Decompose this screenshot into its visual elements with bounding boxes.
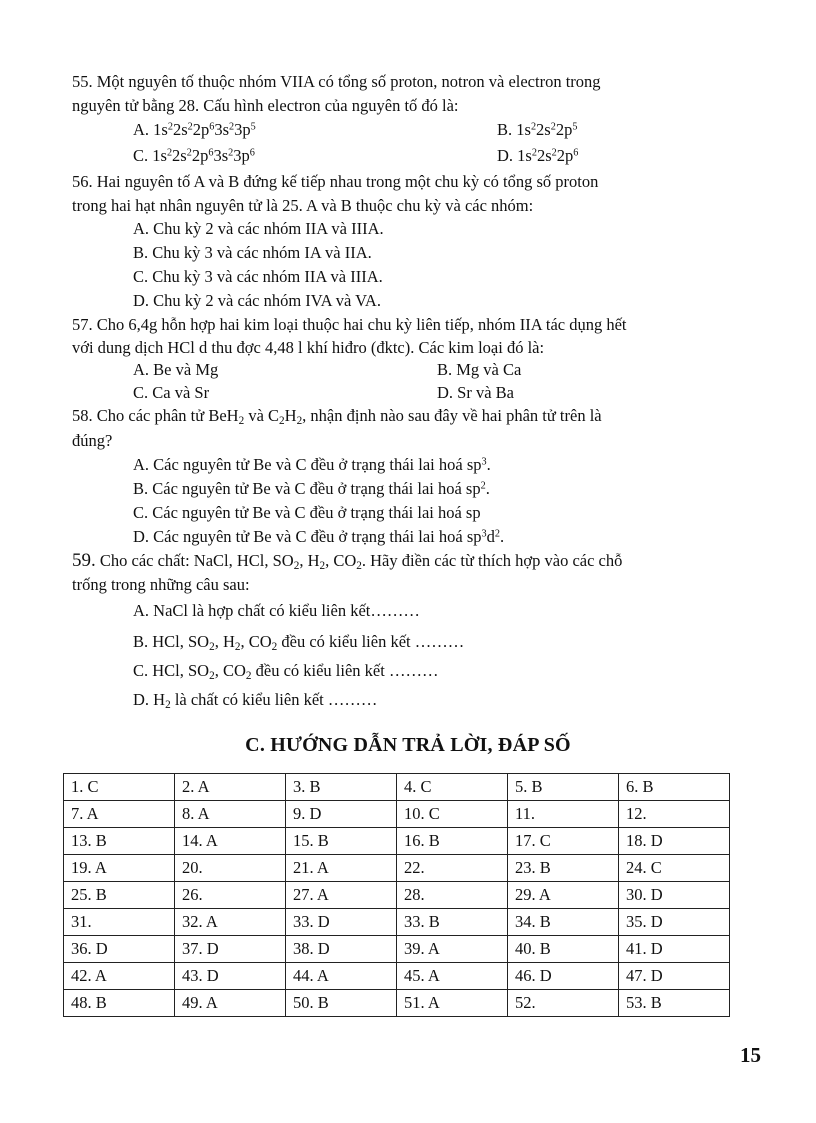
answer-cell: 39. A — [397, 936, 508, 963]
answer-cell: 14. A — [175, 828, 286, 855]
answer-cell: 41. D — [619, 936, 730, 963]
q55-option-a: A. $1s^22s^22p^63s^23p^5$ — [133, 120, 256, 139]
answer-cell: 15. B — [286, 828, 397, 855]
answer-cell: 12. — [619, 801, 730, 828]
answer-cell: 5. B — [508, 774, 619, 801]
answer-cell: 52. — [508, 990, 619, 1017]
answer-cell: 7. A — [64, 801, 175, 828]
answer-cell: 11. — [508, 801, 619, 828]
answer-cell: 4. C — [397, 774, 508, 801]
answer-cell: 37. D — [175, 936, 286, 963]
answer-cell: 23. B — [508, 855, 619, 882]
answer-cell: 16. B — [397, 828, 508, 855]
answer-cell: 51. A — [397, 990, 508, 1017]
answer-cell: 40. B — [508, 936, 619, 963]
q55-line2: nguyên tử bằng 28. Cấu hình electron của nguyên tố đó là: — [72, 96, 459, 115]
q58-option-b: B. Các nguyên tử Be và C đều ở trạng thái lai hoá $sp^2$. — [133, 479, 490, 498]
answer-cell: 18. D — [619, 828, 730, 855]
answer-cell: 27. A — [286, 882, 397, 909]
answer-cell: 31. — [64, 909, 175, 936]
answer-cell: 32. A — [175, 909, 286, 936]
table-row — [64, 882, 730, 909]
answer-cell: 33. B — [397, 909, 508, 936]
table-row — [64, 855, 730, 882]
q59-item-b: B. HCl, $SO_2$, $H_2$, $CO_2$ đều có kiểu liên kết ……… — [133, 632, 465, 653]
q55-line1: 55. Một nguyên tố thuộc nhóm VIIA có tổng số proton, notron và electron trong — [72, 72, 601, 91]
q55-option-c: C. $1s^22s^22p^63s^23p^6$ — [133, 146, 255, 165]
answer-cell: 24. C — [619, 855, 730, 882]
q57-option-d: D. Sr và Ba — [437, 383, 514, 402]
q59-item-d: D. $H_2$ là chất có kiểu liên kết ……… — [133, 690, 378, 711]
table-row — [64, 828, 730, 855]
q56-line2: trong hai hạt nhân nguyên tử là 25. A và B thuộc chu kỳ và các nhóm: — [72, 196, 534, 215]
answer-cell: 42. A — [64, 963, 175, 990]
answer-cell: 53. B — [619, 990, 730, 1017]
q59-line2: trống trong những câu sau: — [72, 575, 250, 594]
q57-option-a: A. Be và Mg — [133, 360, 219, 379]
q56-option-a: A. Chu kỳ 2 và các nhóm IIA và IIIA. — [133, 219, 384, 238]
answer-cell: 1. C — [64, 774, 175, 801]
q56-option-b: B. Chu kỳ 3 và các nhóm IA và IIA. — [133, 243, 372, 262]
q57-option-c: C. Ca và Sr — [133, 383, 210, 402]
table-row — [64, 936, 730, 963]
answer-cell: 3. B — [286, 774, 397, 801]
table-row — [64, 990, 730, 1017]
answer-cell: 21. A — [286, 855, 397, 882]
answer-cell: 22. — [397, 855, 508, 882]
q56-line1: 56. Hai nguyên tố A và B đứng kế tiếp nhau trong một chu kỳ có tổng số proton — [72, 172, 599, 191]
section-title: C. HƯỚNG DẪN TRẢ LỜI, ĐÁP SỐ — [245, 734, 571, 756]
answer-cell: 33. D — [286, 909, 397, 936]
answer-cell: 48. B — [64, 990, 175, 1017]
answer-cell: 34. B — [508, 909, 619, 936]
q59-item-c: C. HCl, $SO_2$, $CO_2$ đều có kiểu liên kết ……… — [133, 661, 439, 682]
answer-cell: 38. D — [286, 936, 397, 963]
answer-cell: 13. B — [64, 828, 175, 855]
q55-option-b: B. $1s^22s^22p^5$ — [497, 120, 578, 139]
answer-cell: 17. C — [508, 828, 619, 855]
table-row — [64, 963, 730, 990]
q58-option-c: C. Các nguyên tử Be và C đều ở trạng thái lai hoá sp — [133, 503, 481, 522]
answer-cell: 28. — [397, 882, 508, 909]
table-row — [64, 774, 730, 801]
q58-option-d: D. Các nguyên tử Be và C đều ở trạng thái lai hoá $sp^3d^2$. — [133, 527, 505, 546]
q59-item-a: A. NaCl là hợp chất có kiểu liên kết……… — [133, 601, 420, 620]
answer-cell: 46. D — [508, 963, 619, 990]
answer-cell: 35. D — [619, 909, 730, 936]
q59-line1: 59. Cho các chất: NaCl, HCl, $SO_2$, $H_2$, $CO_2$. Hãy điền các từ thích hợp vào các chỗ — [72, 550, 623, 572]
answer-cell: 47. D — [619, 963, 730, 990]
page-number: 15 — [740, 1043, 761, 1067]
q55-option-d: D. $1s^22s^22p^6$ — [497, 146, 579, 165]
q57-option-b: B. Mg và Ca — [437, 360, 522, 379]
answer-cell: 2. A — [175, 774, 286, 801]
answer-cell: 20. — [175, 855, 286, 882]
answer-cell: 49. A — [175, 990, 286, 1017]
q57-line1: 57. Cho 6,4g hỗn hợp hai kim loại thuộc hai chu kỳ liên tiếp, nhóm IIA tác dụng hết — [72, 315, 627, 334]
answer-cell: 36. D — [64, 936, 175, 963]
answer-cell: 26. — [175, 882, 286, 909]
answer-cell: 45. A — [397, 963, 508, 990]
q56-option-c: C. Chu kỳ 3 và các nhóm IIA và IIIA. — [133, 267, 383, 286]
answer-cell: 44. A — [286, 963, 397, 990]
answer-cell: 8. A — [175, 801, 286, 828]
answer-cell: 6. B — [619, 774, 730, 801]
answer-cell: 9. D — [286, 801, 397, 828]
q56-option-d: D. Chu kỳ 2 và các nhóm IVA và VA. — [133, 291, 381, 310]
q57-line2: với dung dịch HCl d thu đợc 4,48 l khí hiđro (đktc). Các kim loại đó là: — [72, 338, 545, 357]
answer-table — [63, 773, 730, 1017]
answer-cell: 43. D — [175, 963, 286, 990]
answer-cell: 25. B — [64, 882, 175, 909]
answer-cell: 50. B — [286, 990, 397, 1017]
answer-cell: 29. A — [508, 882, 619, 909]
q58-option-a: A. Các nguyên tử Be và C đều ở trạng thái lai hoá $sp^3$. — [133, 455, 491, 474]
q58-line2: đúng? — [72, 431, 113, 450]
table-row — [64, 801, 730, 828]
answer-cell: 10. C — [397, 801, 508, 828]
answer-cell: 30. D — [619, 882, 730, 909]
table-row — [64, 909, 730, 936]
q58-line1: 58. Cho các phân tử BeH$_2$ và $C_2H_2$, nhận định nào sau đây về hai phân tử trên là — [72, 406, 602, 427]
answer-cell: 19. A — [64, 855, 175, 882]
